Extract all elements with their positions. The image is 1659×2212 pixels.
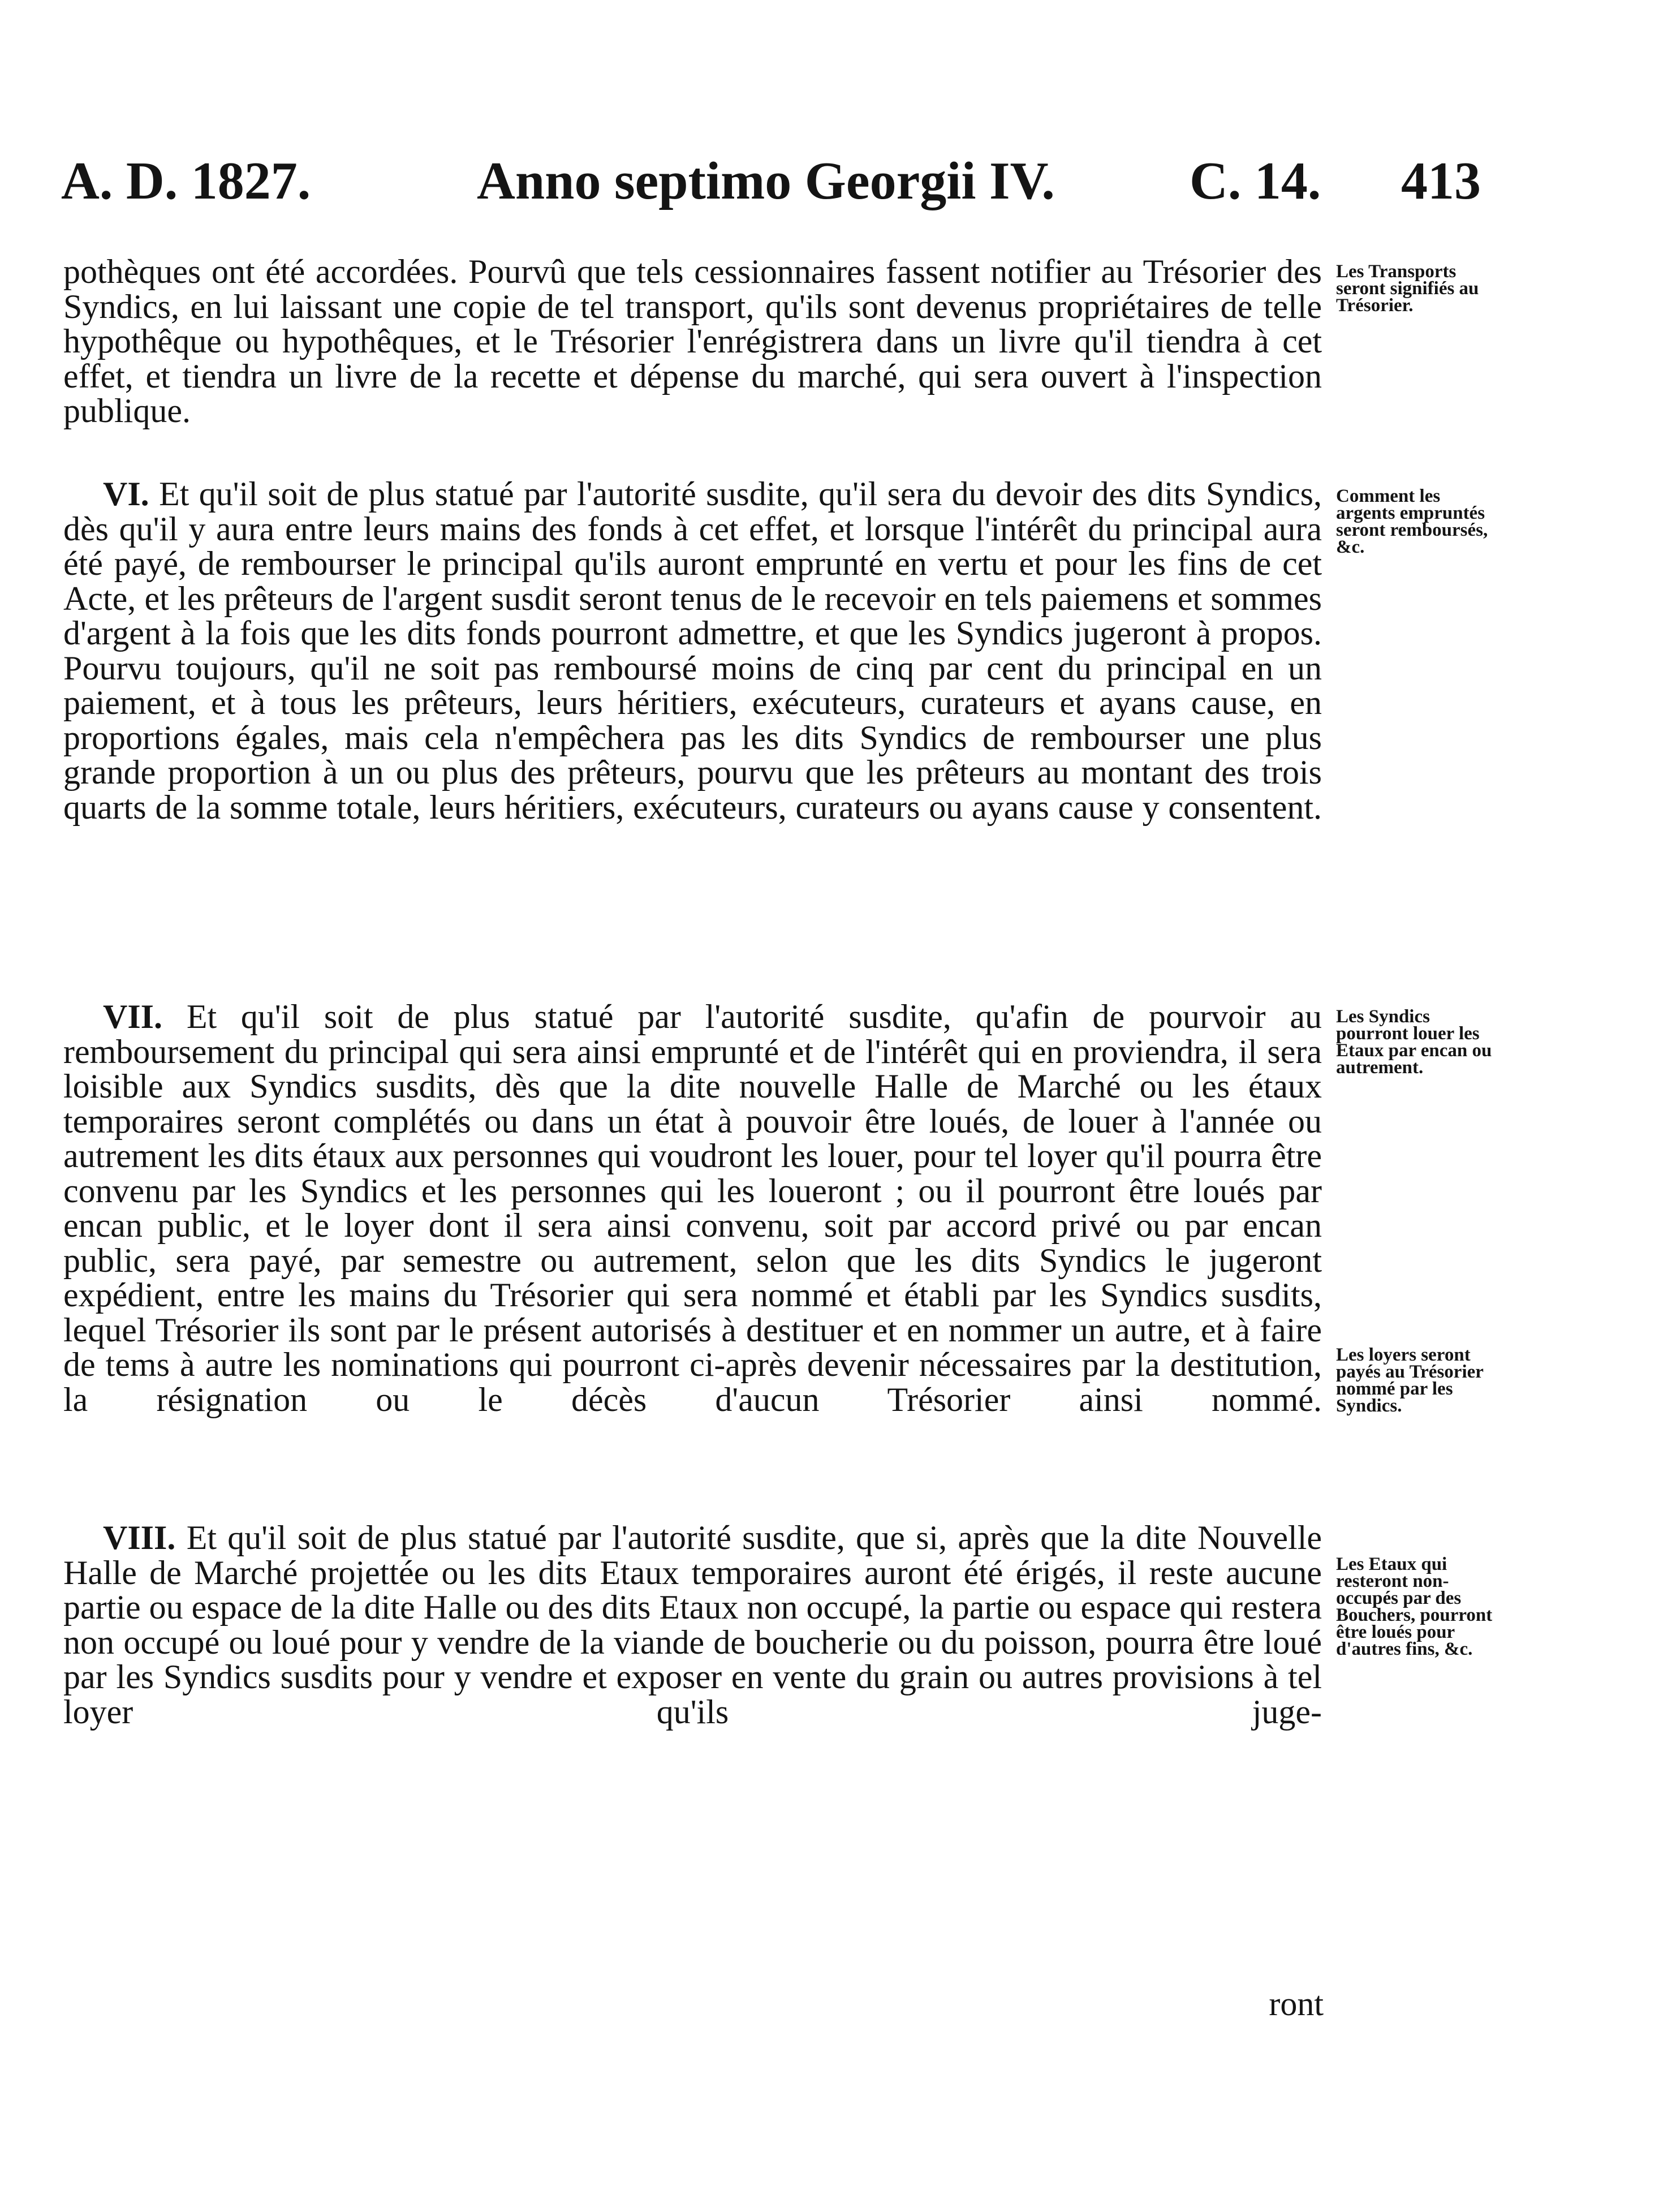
section-7-text: Et qu'il soit de plus statué par l'autorité susdite, qu'afin de pourvoir au remboursement du principal qui sera ainsi emprunté et de l'intérêt qui en proviendra, il sera loisible aux Syndics susdits, dès que la dite nouvelle Halle de Marché ou les étaux temporaires seront complétés ou dans un état à pouvoir être loués, de louer à l'année ou autrement les dits étaux aux personnes qui voudront les louer, pour tel loyer qu'il pourra être convenu par les Syndics et les personnes qui les loueront ; ou il pourront être loués par encan public, et le loyer dont il sera ainsi convenu, soit par accord privé ou par encan public, sera payé, par semestre ou autrement, selon que les dits Syndics le jugeront expédient, entre les mains du Trésorier qui sera nommé et établi par les Syndics susdits, lequel Trésorier ils sont par le présent autorisés à destituer et en nommer un autre, et à faire de tems à autre les nominations qui pourront ci-après devenir nécessaires par la destitution, la résignation ou le décès d'aucun Trésorier ainsi nommé. (63, 998, 1322, 1418)
header-title: Anno septimo Georgii IV. (477, 152, 1055, 210)
section-6 (63, 477, 1322, 825)
side-note-loyers: Les loyers seront payés au Trésorier nommé par les Syndics. (1336, 1345, 1484, 1416)
catchword: ront (1269, 1985, 1324, 2022)
side-note-argents: Comment les argents empruntés seront remboursés, &c. (1336, 486, 1488, 557)
section-6-text: Et qu'il soit de plus statué par l'autorité susdite, qu'il sera du devoir des dits Syndics, dès qu'il y aura entre leurs mains des fonds à cet effet, et lorsque l'intérêt du principal aura été payé, de rembourser le principal qu'ils auront emprunté en vertu et pour les fins de cet Acte, et les prêteurs de l'argent susdit seront tenus de le recevoir en tels paiemens et sommes d'argent à la fois que les dits fonds pourront admettre, et que les Syndics jugeront à propos. Pourvu toujours, qu'il ne soit pas remboursé moins de cinq par cent du principal en un paiement, et à tous les prêteurs, leurs héritiers, exécuteurs, curateurs et ayans cause, en proportions égales, mais cela n'empêchera pas les dits Syndics de rembourser une plus grande proportion à un ou plus des prêteurs, pourvu que les prêteurs au montant des trois quarts de la somme totale, leurs héritiers, exécuteurs, curateurs ou ayans cause y consentent. (63, 475, 1322, 826)
header-chapter: C. 14. (1190, 152, 1321, 210)
side-note-restants: Les Etaux qui resteront non-occupés par des Bouchers, pourront être loués pour d'autres fins, &c. (1336, 1554, 1493, 1659)
running-header (61, 144, 1481, 218)
paragraph-continuation (63, 255, 1322, 429)
paragraph-continuation-text: pothèques ont été accordées. Pourvû que tels cessionnaires fassent notifier au Trésorier des Syndics, en lui laissant une copie de tel transport, qu'ils sont devenus propriétaires de telle hypothêque ou hypothêques, et le Trésorier l'enrégistrera dans un livre qu'il tiendra à cet effet, et tiendra un livre de la recette et dépense du marché, qui sera ouvert à l'inspection publique. (63, 253, 1322, 429)
side-note-etaux: Les Syndics pourront louer les Etaux par encan ou autrement. (1336, 1006, 1492, 1078)
section-7-number: VII. (103, 998, 163, 1035)
header-year: A. D. 1827. (61, 152, 311, 210)
section-8 (63, 1521, 1322, 1729)
section-8-number: VIII. (103, 1519, 176, 1556)
section-6-number: VI. (103, 475, 149, 513)
section-8-text: Et qu'il soit de plus statué par l'autorité susdite, que si, après que la dite Nouvelle Halle de Marché projettée ou les dits Etaux temporaires auront été érigés, il reste aucune partie ou espace de la dite Halle ou des dits Etaux non occupé, la partie ou espace qui restera non occupé ou loué pour y vendre de la viande de boucherie ou du poisson, pourra être loué par les Syndics susdits pour y vendre et exposer en vente du grain ou autres provisions à tel loyer qu'ils juge- (63, 1519, 1322, 1731)
section-7 (63, 1000, 1322, 1417)
side-note-transports: Les Transports seront signifiés au Trésorier. (1336, 261, 1479, 316)
page-number: 413 (1401, 152, 1481, 210)
